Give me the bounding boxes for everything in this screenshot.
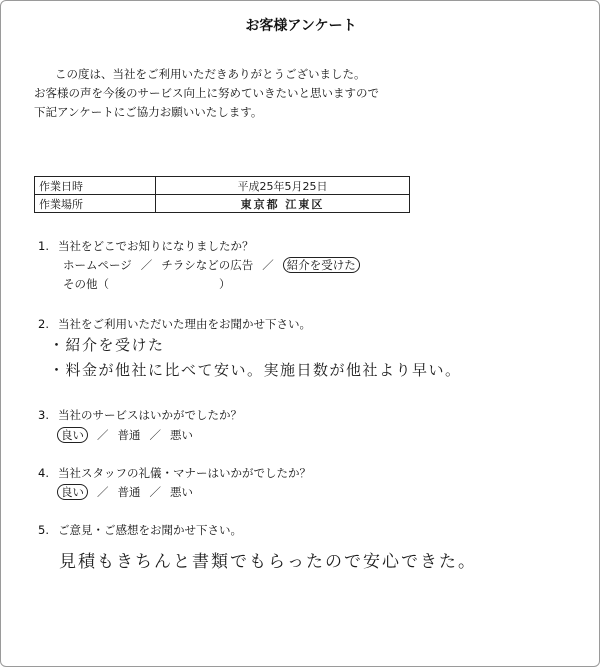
question-1-options: [63, 257, 360, 273]
question-4-number: 4.: [38, 466, 49, 480]
question-3-text: 当社のサービスはいかがでしたか？: [58, 408, 242, 422]
option-good-selected: 良い: [57, 484, 88, 500]
intro-line-3: 下記アンケートにご協力お願いいたします。: [34, 105, 263, 119]
option-flyer: チラシなどの広告: [161, 258, 254, 272]
question-4-options: [57, 484, 193, 500]
place-value: 東京都 江東区: [156, 195, 410, 213]
option-referral-selected: 紹介を受けた: [283, 257, 360, 273]
option-average: 普通: [117, 485, 141, 499]
question-5-number: 5.: [38, 523, 49, 537]
question-2: [38, 316, 311, 332]
date-value: 平成25年5月25日: [156, 177, 410, 195]
question-5: [38, 522, 242, 538]
question-5-text: ご意見・ご感想をお聞かせ下さい。: [58, 523, 242, 537]
question-4: [38, 465, 311, 481]
question-5-answer: 見積もきちんと書類でもらったので安心できた。: [59, 552, 477, 572]
separator: ／: [149, 485, 161, 499]
question-4-text: 当社スタッフの礼儀・マナーはいかがでしたか？: [58, 466, 311, 480]
question-2-answer-line-1: ・紹介を受けた: [49, 336, 165, 354]
question-1-text: 当社をどこでお知りになりましたか？: [58, 239, 254, 253]
question-2-number: 2.: [38, 317, 49, 331]
option-bad: 悪い: [170, 428, 193, 442]
separator: ／: [97, 428, 109, 442]
question-2-answer-line-2: ・料金が他社に比べて安い。実施日数が他社より早い。: [49, 361, 462, 379]
table-row: [35, 177, 410, 195]
intro-line-1: この度は、当社をご利用いただきありがとうございました。: [55, 67, 366, 81]
option-bad: 悪い: [170, 485, 193, 499]
work-info-table: [34, 176, 410, 213]
intro-line-2: お客様の声を今後のサービス向上に努めていきたいと思いますので: [34, 86, 379, 100]
question-3-options: [57, 427, 193, 443]
separator: ／: [140, 258, 153, 272]
question-3: [38, 407, 242, 423]
option-average: 普通: [117, 428, 141, 442]
date-label: 作業日時: [35, 177, 156, 195]
table-row: [35, 195, 410, 213]
separator: ／: [97, 485, 109, 499]
separator: ／: [262, 258, 274, 272]
separator: ／: [149, 428, 161, 442]
place-label: 作業場所: [35, 195, 156, 213]
question-1-number: 1.: [38, 239, 49, 253]
option-good-selected: 良い: [57, 427, 88, 443]
question-1-other: [63, 276, 231, 292]
option-homepage: ホームページ: [63, 258, 132, 272]
question-3-number: 3.: [38, 408, 49, 422]
page-title: お客様アンケート: [245, 18, 357, 34]
question-1: [38, 238, 254, 254]
other-label: その他（: [63, 277, 109, 291]
other-close: ）: [219, 277, 231, 291]
question-2-text: 当社をご利用いただいた理由をお聞かせ下さい。: [58, 317, 311, 331]
